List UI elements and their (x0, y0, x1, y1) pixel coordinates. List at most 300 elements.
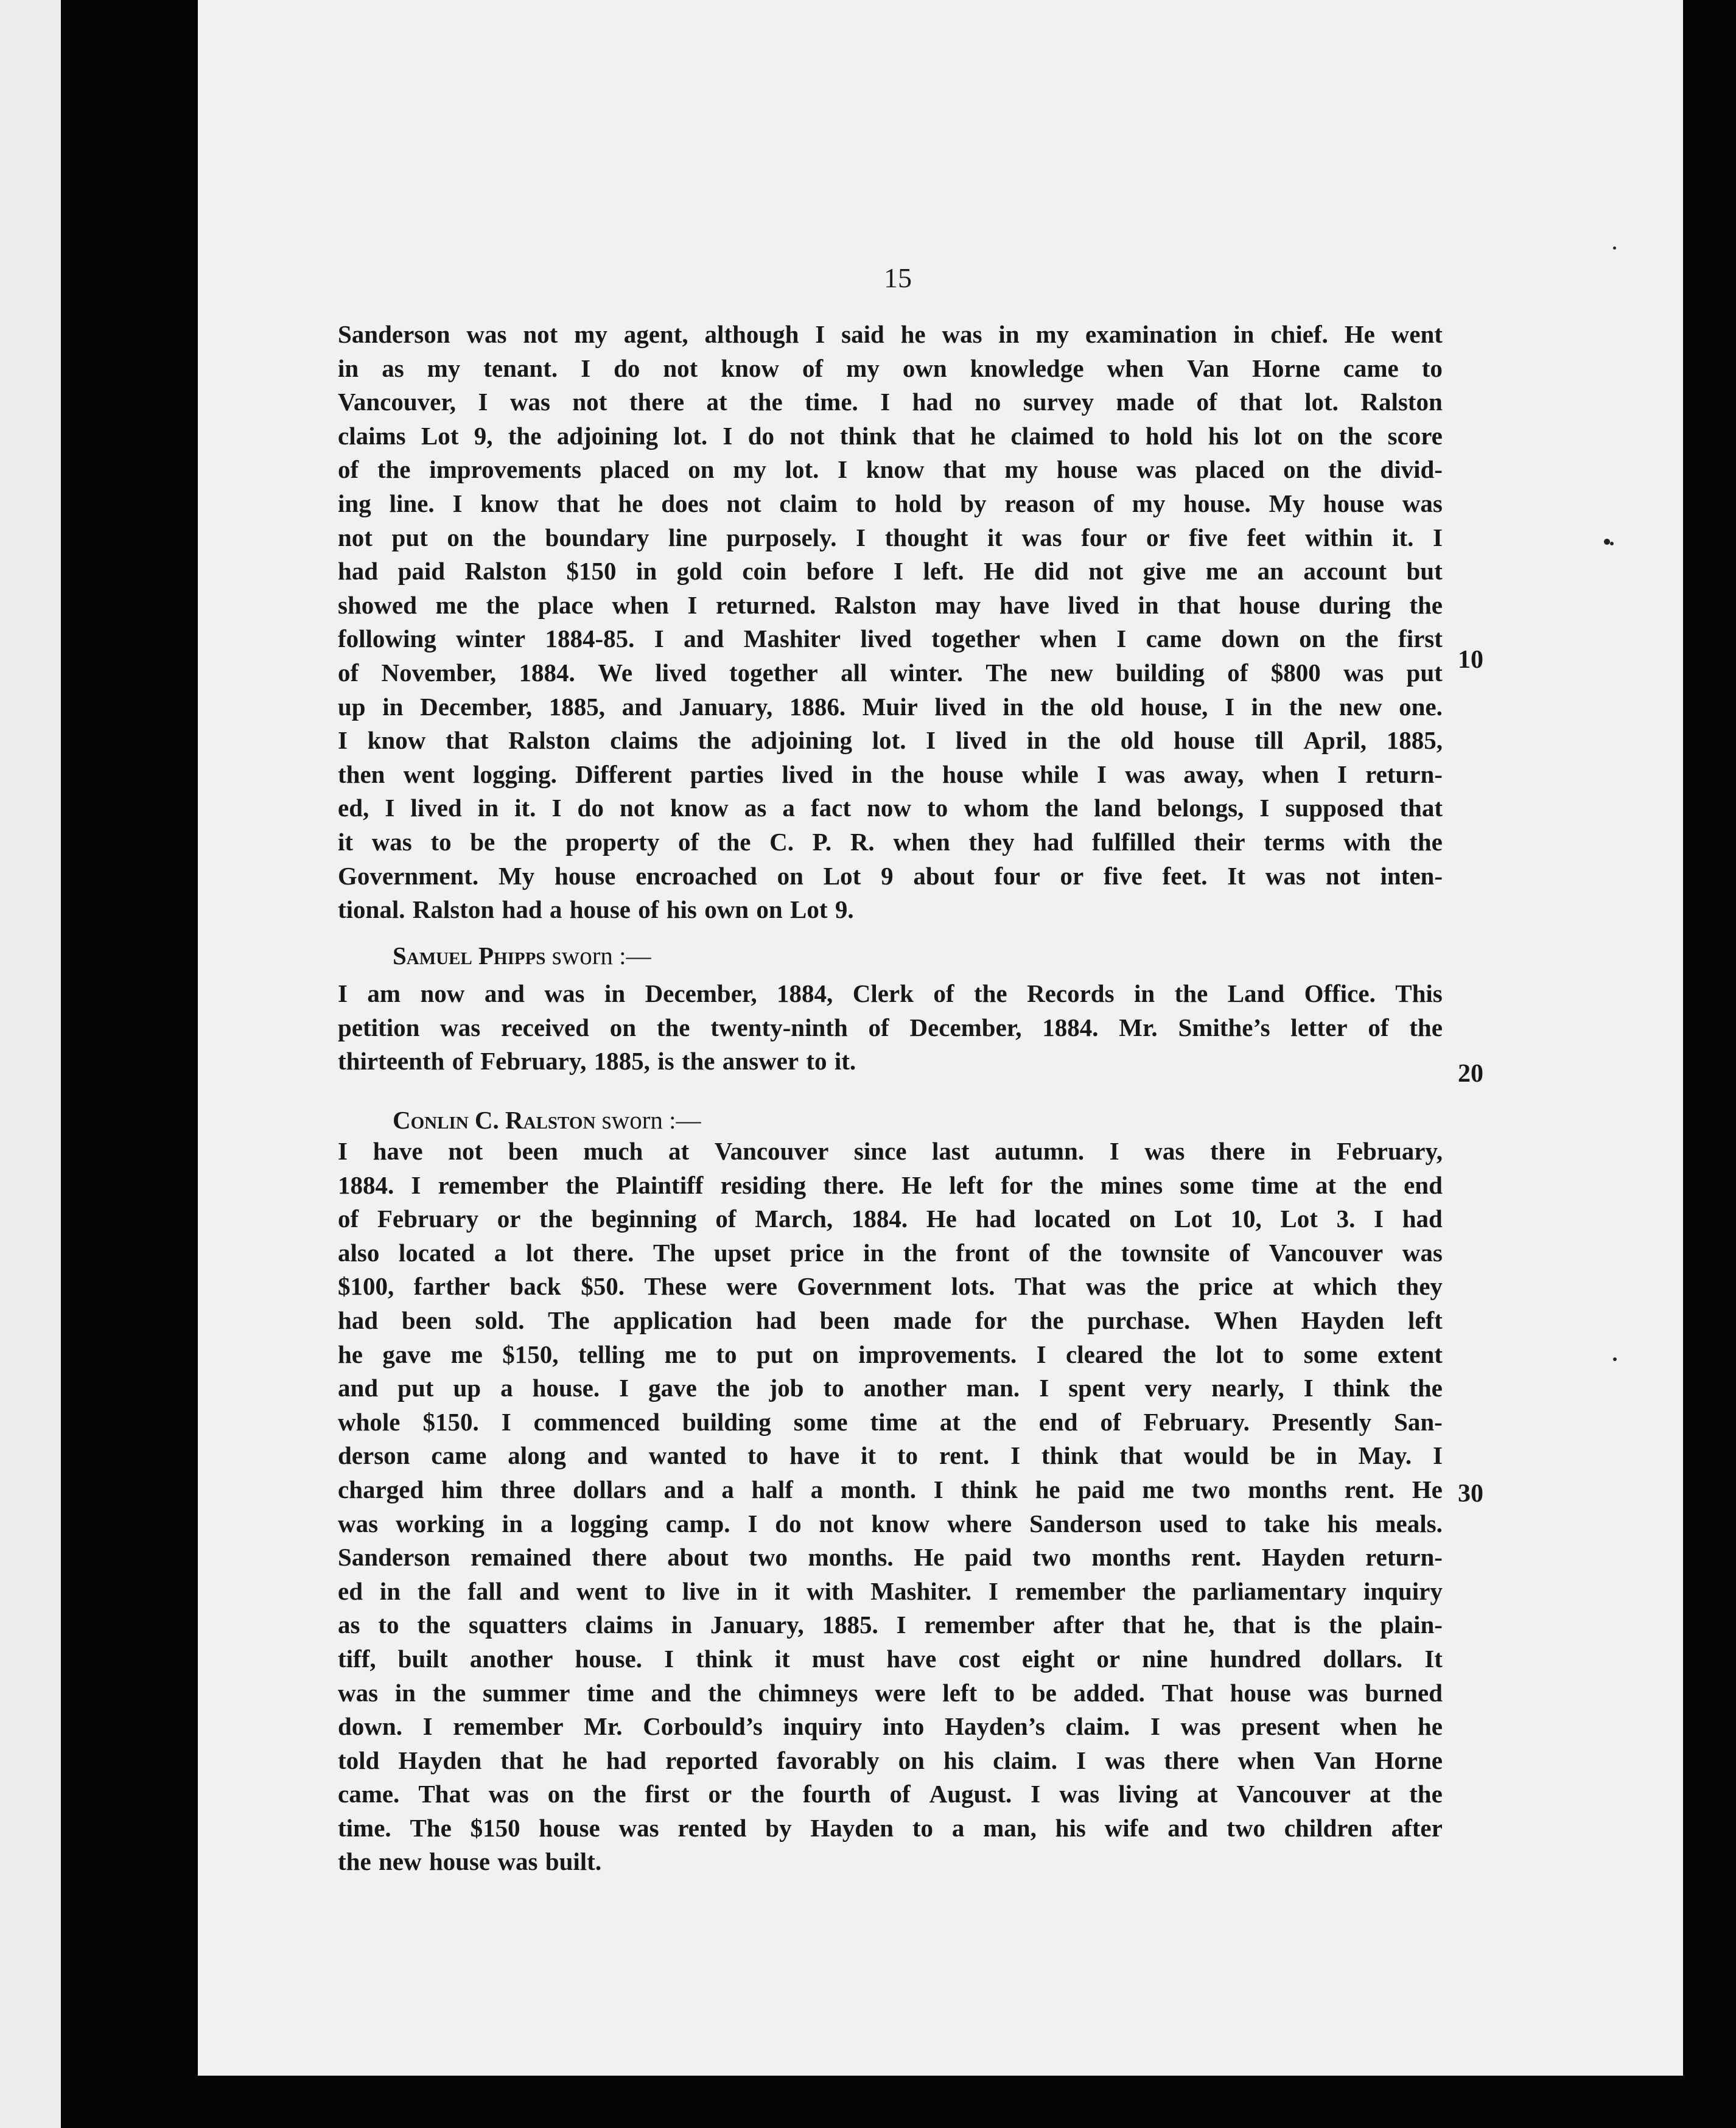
word: and (338, 1374, 379, 1402)
word: Van (1314, 1746, 1356, 1774)
word: of (452, 1047, 473, 1076)
word: in (394, 1678, 416, 1707)
word: on (898, 1746, 925, 1774)
word: on (1283, 455, 1310, 484)
word: that (1233, 1611, 1276, 1639)
word: house (1056, 455, 1118, 484)
word: I (452, 489, 463, 517)
word: there (629, 388, 685, 416)
word: cleared (1066, 1340, 1143, 1368)
word: I (581, 354, 591, 382)
sworn-label: sworn :— (545, 942, 651, 970)
word: Sanderson (338, 1543, 450, 1572)
word: nearly, (1211, 1374, 1284, 1402)
word: his (666, 895, 697, 924)
word: five (1104, 861, 1143, 890)
word: left. (923, 557, 964, 586)
word: 1885. (822, 1611, 878, 1639)
word: whole (338, 1407, 401, 1436)
text-line (338, 521, 1443, 555)
word: Lot (1280, 1205, 1318, 1233)
word: $800 (1270, 658, 1321, 687)
word: lived (934, 692, 986, 721)
word: I (1432, 523, 1443, 551)
word: supposed (1285, 794, 1384, 822)
word: extent (1377, 1340, 1443, 1368)
word: Hayden (1261, 1543, 1345, 1572)
word: one. (1399, 692, 1443, 721)
word: return- (1365, 760, 1443, 788)
word: another (469, 1644, 553, 1673)
word: on (688, 455, 715, 484)
text-line (338, 622, 1443, 656)
word: the (1163, 1340, 1196, 1368)
text-line (338, 1202, 1443, 1236)
word: knowledge (970, 354, 1084, 382)
word: I (1150, 1712, 1160, 1741)
word: there (592, 1543, 647, 1572)
word: He (926, 1205, 957, 1233)
word: there. (572, 1238, 634, 1267)
word: I (1116, 625, 1127, 653)
text-line (338, 1338, 1443, 1372)
word: wife (1104, 1813, 1149, 1842)
word: and (621, 692, 662, 721)
word: the (377, 455, 411, 484)
word: do (577, 794, 604, 822)
word: did (1034, 557, 1069, 586)
text-line (338, 656, 1443, 690)
word: tional. (338, 895, 405, 924)
text-line (338, 1575, 1443, 1609)
word: divid- (1380, 455, 1443, 484)
word: to (716, 1340, 737, 1368)
word: was (466, 320, 507, 348)
word: was (1144, 1137, 1185, 1165)
word: there (1209, 1137, 1265, 1165)
word: reported (665, 1746, 758, 1774)
word: he (618, 489, 643, 517)
text-line (338, 1405, 1443, 1440)
word: lot. (1304, 388, 1339, 416)
word: on (447, 523, 474, 551)
word: which (1313, 1272, 1377, 1301)
word: spent (1068, 1374, 1125, 1402)
text-line (338, 758, 1443, 792)
word: August. (929, 1780, 1012, 1808)
word: have (789, 1441, 840, 1470)
word: in (1233, 320, 1255, 348)
word: children (1284, 1813, 1373, 1842)
word: place (537, 590, 593, 619)
word: Vancouver, (338, 388, 457, 416)
word: know (721, 354, 780, 382)
word: summer (483, 1678, 570, 1707)
word: may (935, 590, 981, 619)
word: San- (1394, 1407, 1443, 1436)
word: improvements (429, 455, 581, 484)
word: the (492, 523, 526, 551)
word: the (417, 1577, 451, 1605)
word: had (502, 895, 542, 924)
word: front (956, 1238, 1010, 1267)
text-line (338, 1541, 1443, 1575)
word: he (900, 320, 926, 348)
word: then (338, 760, 385, 788)
word: some (1303, 1340, 1358, 1368)
word: was (1105, 1746, 1146, 1774)
word: the (1409, 1374, 1443, 1402)
word: house (1174, 726, 1235, 755)
word: rented (677, 1813, 747, 1842)
word: not (726, 489, 761, 517)
word: 1884, (777, 979, 833, 1007)
word: that (1239, 388, 1283, 416)
word: it (338, 827, 354, 856)
word: came (1146, 625, 1202, 653)
word: be (1031, 1678, 1057, 1707)
word: remember (1015, 1577, 1126, 1605)
word: was (488, 1780, 529, 1808)
word: was (1402, 1238, 1443, 1267)
word: the (1040, 692, 1074, 721)
word: line (668, 523, 707, 551)
word: of (933, 979, 954, 1007)
word: the (432, 1678, 466, 1707)
speck (1613, 247, 1616, 250)
word: was (1059, 1780, 1100, 1808)
word: an (1257, 557, 1284, 586)
word: I (894, 557, 903, 586)
word: think (1332, 1374, 1390, 1402)
word: along (508, 1441, 566, 1470)
word: to (912, 1813, 934, 1842)
word: to (806, 1047, 827, 1076)
word: winter (456, 625, 526, 653)
word: price (1199, 1272, 1253, 1301)
word: tiff, (338, 1644, 376, 1673)
word: think (839, 421, 897, 450)
word: the (513, 827, 547, 856)
word: had (338, 1306, 379, 1334)
word: telling (578, 1340, 645, 1368)
word: 3. (1336, 1205, 1356, 1233)
word: for (1001, 1171, 1033, 1199)
word: I (747, 1509, 758, 1538)
word: paid (397, 557, 446, 586)
word: lived (410, 794, 462, 822)
word: when (612, 590, 669, 619)
word: the (903, 1238, 937, 1267)
word: meals. (1375, 1509, 1443, 1538)
word: to (897, 1441, 919, 1470)
word: old (1120, 726, 1154, 755)
text-line (338, 791, 1443, 825)
word: with (807, 1577, 854, 1605)
word: Mr. (1119, 1013, 1158, 1041)
word: 1885, (593, 1047, 650, 1076)
word: my (574, 320, 607, 348)
text-line (338, 724, 1443, 758)
word: to (1109, 421, 1130, 450)
word: man, (983, 1813, 1037, 1842)
word: the (565, 1171, 599, 1199)
word: the (983, 1407, 1017, 1436)
word: I (896, 1611, 906, 1639)
word: ed, (338, 794, 369, 822)
word: wanted (648, 1441, 727, 1470)
word: dollars (573, 1475, 646, 1503)
word: logging (570, 1509, 648, 1538)
word: the (698, 726, 732, 755)
word: petition (338, 1013, 420, 1041)
word: townsite (1121, 1238, 1210, 1267)
word: some (793, 1407, 848, 1436)
word: The (653, 1238, 695, 1267)
word: lived (1068, 590, 1119, 619)
text-line (338, 1608, 1443, 1642)
word: new (1339, 692, 1382, 721)
word: mines (1100, 1171, 1163, 1199)
text-line (338, 1642, 1443, 1676)
word: and (587, 1441, 628, 1470)
word: parliamentary (1192, 1577, 1347, 1605)
word: went (1391, 320, 1443, 348)
line-number-30: 30 (1458, 1480, 1483, 1508)
word: We (598, 658, 633, 687)
word: old (1090, 692, 1124, 721)
word: not (523, 320, 558, 348)
word: He (1344, 320, 1375, 348)
word: also (338, 1238, 380, 1267)
word: returned. (716, 590, 816, 619)
word: building (1116, 658, 1205, 687)
word: paid (1077, 1475, 1125, 1503)
word: lot. (673, 421, 708, 450)
word: me (450, 1340, 483, 1368)
word: 1884. (1042, 1013, 1099, 1041)
word: had (912, 388, 953, 416)
word: been (508, 1137, 558, 1165)
word: in (1133, 979, 1155, 1007)
word: That (418, 1780, 470, 1808)
word: a (782, 794, 795, 822)
word: man. (966, 1374, 1020, 1402)
word: Hayden (398, 1746, 482, 1774)
word: thirteenth (338, 1047, 445, 1076)
word: a (540, 1509, 553, 1538)
word: located (1034, 1205, 1111, 1233)
word: I (1109, 1137, 1119, 1165)
word: built. (545, 1847, 602, 1876)
word: about (667, 1543, 729, 1572)
word: house (555, 861, 616, 890)
word: as (744, 794, 767, 822)
word: or (1060, 861, 1084, 890)
word: the (1289, 692, 1323, 721)
word: placed (600, 455, 670, 484)
word: That (1161, 1678, 1213, 1707)
word: left (949, 1171, 984, 1199)
word: of (1196, 388, 1217, 416)
word: the (539, 1205, 573, 1233)
word: they (968, 827, 1015, 856)
word: although (704, 320, 799, 348)
word: with (1343, 827, 1391, 856)
word: know (367, 726, 426, 755)
word: it. (514, 794, 536, 822)
word: since (853, 1137, 907, 1165)
word: My (498, 861, 535, 890)
word: must (811, 1644, 865, 1673)
page-number: 15 (884, 262, 912, 293)
word: that (500, 1746, 544, 1774)
word: it (860, 1441, 877, 1470)
word: lots. (951, 1272, 995, 1301)
word: He (901, 1171, 933, 1199)
text-line (338, 690, 1443, 724)
word: some (1180, 1171, 1234, 1199)
word: the (716, 1374, 750, 1402)
word: me (1142, 1475, 1174, 1503)
word: parties (690, 760, 764, 788)
word: said (841, 320, 884, 348)
word: end (1038, 1407, 1078, 1436)
word: Hayden’s (945, 1712, 1045, 1741)
word: house (1323, 489, 1384, 517)
word: on (1129, 1205, 1156, 1233)
word: left (1407, 1306, 1443, 1334)
word: I (1433, 1441, 1443, 1470)
word: went (576, 1577, 628, 1605)
word: Mashiter (743, 625, 841, 653)
word: fourth (802, 1780, 871, 1808)
word: he (1417, 1712, 1443, 1741)
word: be (470, 827, 495, 856)
text-line (338, 1135, 1443, 1169)
word: the (1049, 1171, 1083, 1199)
text-line (338, 1236, 1443, 1270)
word: together (729, 658, 818, 687)
word: was (1265, 861, 1306, 890)
word: not (819, 1509, 854, 1538)
word: 1884. (338, 1171, 394, 1199)
word: to (823, 1374, 844, 1402)
word: new (1050, 658, 1093, 687)
sworn-label: sworn :— (595, 1106, 701, 1134)
word: It (1227, 861, 1245, 890)
word: on (756, 895, 783, 924)
word: 1884. (519, 658, 575, 687)
word: of (638, 895, 659, 924)
word: dollars. (1323, 1644, 1403, 1673)
word: used (1159, 1509, 1208, 1538)
word: farther (413, 1272, 490, 1301)
text-line (338, 589, 1443, 623)
word: when (1237, 1746, 1295, 1774)
word: house. (1183, 489, 1251, 517)
word: remember (924, 1611, 1035, 1639)
word: no (975, 388, 1001, 416)
word: property (565, 827, 660, 856)
word: cost (958, 1644, 1000, 1673)
word: at (668, 1137, 690, 1165)
word: is (1293, 1611, 1311, 1639)
word: told (338, 1746, 380, 1774)
word: I (926, 726, 936, 755)
word: I (338, 726, 348, 755)
paragraph-phipps-testimony (338, 977, 1443, 1079)
word: had (606, 1746, 647, 1774)
word: claim. (1065, 1712, 1130, 1741)
word: was (1402, 489, 1443, 517)
word: following (338, 625, 436, 653)
word: located (398, 1238, 475, 1267)
word: Clerk (852, 979, 914, 1007)
text-line (338, 1507, 1443, 1541)
word: reason (1004, 489, 1075, 517)
word: in (1138, 590, 1159, 619)
word: lot. (785, 455, 819, 484)
word: was (1021, 523, 1062, 551)
word: ing (338, 489, 371, 517)
word: had (975, 1205, 1016, 1233)
word: February. (1143, 1407, 1250, 1436)
word: he (970, 421, 996, 450)
word: encroached (635, 861, 757, 890)
word: $150. (422, 1407, 479, 1436)
text-line (338, 825, 1443, 859)
word: do (775, 1509, 802, 1538)
word: know (866, 455, 925, 484)
word: months (1091, 1543, 1171, 1572)
word: own (902, 354, 947, 382)
word: the (973, 979, 1007, 1007)
word: when (893, 827, 950, 856)
word: lot. (872, 726, 906, 755)
word: gave (648, 1374, 697, 1402)
word: all (841, 658, 867, 687)
word: to (747, 1441, 769, 1470)
word: that (1119, 1441, 1163, 1470)
word: the (1339, 421, 1373, 450)
word: not (1325, 861, 1360, 890)
speck (1613, 1357, 1617, 1361)
word: fall (467, 1577, 503, 1605)
word: nine (1142, 1644, 1188, 1673)
word: Horne (1374, 1746, 1443, 1774)
word: after (1052, 1611, 1104, 1639)
word: December, (420, 692, 533, 721)
word: the (891, 760, 924, 788)
word: Van (1186, 354, 1230, 382)
word: in (1251, 692, 1272, 721)
word: of (889, 1780, 911, 1808)
word: before (806, 557, 874, 586)
witness-name: Samuel Phipps (393, 942, 546, 970)
word: claimed (1010, 421, 1094, 450)
word: the (751, 1780, 784, 1808)
word: the (1328, 455, 1362, 484)
word: he (338, 1340, 363, 1368)
word: whom (964, 794, 1029, 822)
word: charged (338, 1475, 424, 1503)
word: for (975, 1306, 1007, 1334)
word: a (721, 1475, 734, 1503)
word: living (1118, 1780, 1178, 1808)
word: Muir (862, 692, 918, 721)
word: 9. (835, 895, 854, 924)
